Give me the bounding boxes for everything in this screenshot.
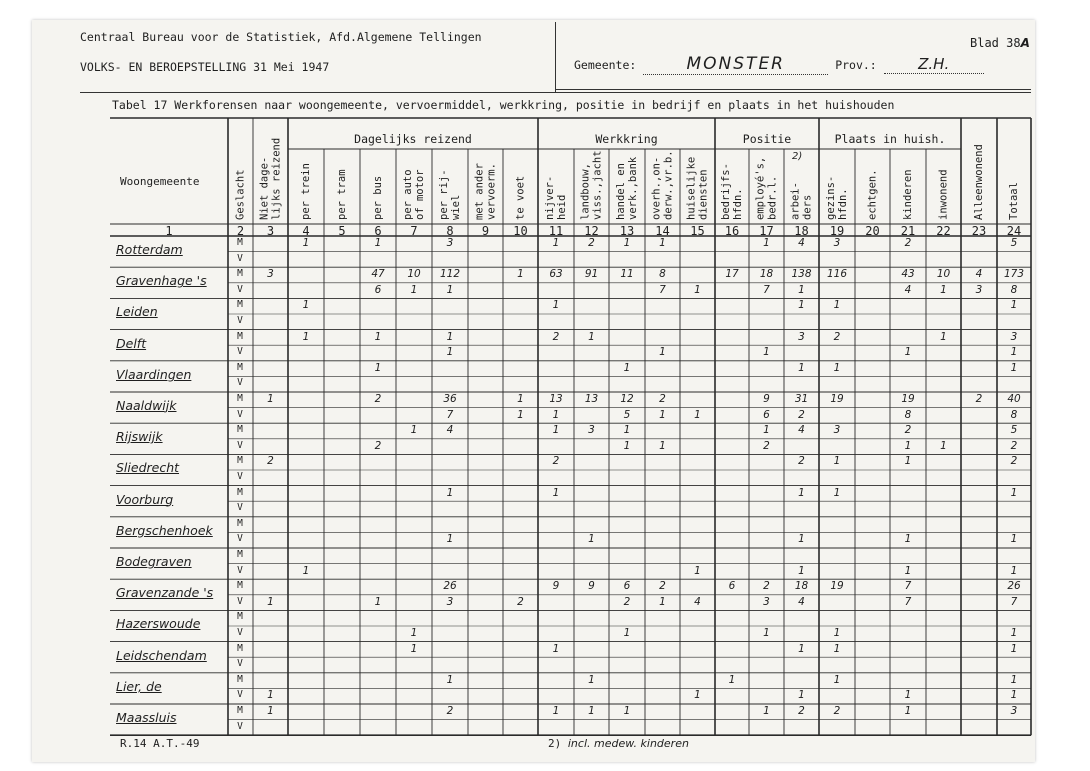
cell-v-col11: 1 (552, 408, 560, 421)
sex-m: M (237, 268, 243, 280)
group-header-3: Plaats in huish. (834, 132, 946, 146)
sex-v: V (237, 377, 243, 389)
cell-m-col7: 1 (410, 642, 418, 655)
cell-m-col24: 26 (1007, 580, 1021, 593)
cell-v-col13: 1 (623, 439, 631, 452)
cell-m-col8: 1 (446, 673, 454, 686)
cell-m-col11: 1 (552, 642, 560, 655)
cell-m-col21: 2 (904, 237, 912, 249)
org-name: Centraal Bureau voor de Statistiek, Afd.Algemene Tellingen (80, 30, 482, 44)
cell-v-col23: 3 (975, 283, 983, 296)
cell-m-col19: 3 (833, 237, 841, 249)
cell-m-col21: 2 (904, 424, 912, 437)
cell-m-col3: 3 (267, 268, 274, 281)
cell-m-col11: 2 (552, 455, 560, 468)
cell-m-col17: 1 (763, 424, 770, 437)
column-header-18: arbei- ders (789, 182, 814, 220)
place-name: Sliedrecht (116, 460, 180, 476)
column-header-15: huiselijke diensten (685, 156, 710, 220)
group-header-2: Positie (742, 132, 792, 146)
column-number-16: 16 (724, 224, 740, 238)
column-number-7: 7 (410, 224, 418, 238)
place-name: Leidschendam (116, 647, 207, 663)
cell-m-col13: 1 (623, 424, 631, 437)
column-header-13: handel en verk.,bank (615, 156, 639, 220)
sex-m: M (237, 299, 243, 311)
cell-v-col18: 1 (798, 689, 805, 702)
sex-v: V (237, 502, 243, 514)
cell-m-col19: 19 (830, 580, 844, 593)
cell-m-col12: 91 (584, 268, 599, 281)
sex-m: M (237, 705, 243, 716)
cell-m-col19: 116 (826, 268, 848, 281)
cell-v-col3: 1 (267, 689, 274, 702)
cell-m-col19: 19 (830, 393, 844, 405)
cell-m-col17: 9 (763, 393, 770, 405)
cell-m-col21: 7 (904, 580, 912, 593)
cell-m-col19: 2 (833, 330, 841, 343)
cell-v-col6: 2 (374, 439, 382, 452)
cell-m-col11: 1 (552, 424, 560, 437)
cell-m-col6: 1 (374, 237, 382, 249)
sex-v: V (237, 720, 243, 732)
cell-v-col18: 4 (798, 595, 805, 608)
sex-v: V (237, 595, 243, 607)
cell-m-col21: 19 (901, 393, 915, 405)
cell-m-col8: 36 (443, 393, 457, 405)
cell-m-col11: 2 (552, 330, 560, 343)
cell-m-col24: 1 (1010, 486, 1018, 499)
cell-v-col24: 8 (1010, 283, 1018, 296)
sex-v: V (237, 346, 243, 358)
table-title: Tabel 17 Werkforensen naar woongemeente, vervoermiddel, werkkring, positie in bedrijf en plaats in het huishouden (112, 98, 895, 112)
column-number-17: 17 (759, 224, 774, 238)
column-number-6: 6 (374, 224, 382, 238)
column-number-23: 23 (971, 224, 987, 238)
cell-m-col21: 1 (904, 705, 912, 717)
cell-m-col11: 1 (552, 486, 560, 499)
cell-v-col17: 3 (763, 595, 770, 608)
cell-v-col21: 4 (904, 283, 912, 296)
cell-m-col12: 3 (588, 424, 595, 437)
cell-v-col6: 1 (374, 595, 382, 608)
column-number-8: 8 (446, 224, 454, 238)
cell-m-col6: 1 (374, 330, 382, 343)
cell-v-col15: 4 (694, 595, 701, 608)
cell-m-col8: 112 (439, 268, 461, 281)
cell-m-col12: 9 (588, 580, 595, 593)
cell-m-col18: 1 (798, 486, 805, 499)
cell-m-col7: 1 (410, 424, 418, 437)
cell-m-col18: 2 (798, 455, 805, 468)
cell-v-col17: 7 (763, 283, 770, 296)
column-number-5: 5 (338, 224, 346, 238)
cell-m-col22: 1 (940, 330, 947, 343)
cell-v-col15: 1 (694, 564, 701, 577)
column-number-2: 2 (236, 224, 245, 238)
sex-m: M (237, 517, 243, 529)
sex-m: M (237, 361, 243, 373)
place-name: Lier, de (116, 678, 162, 694)
cell-m-col12: 1 (588, 673, 595, 686)
place-name: Gravenhage 's (116, 273, 207, 289)
column-number-21: 21 (900, 224, 916, 238)
cell-v-col22: 1 (940, 283, 947, 296)
sex-v: V (237, 408, 243, 420)
cell-m-col19: 1 (833, 299, 841, 312)
cell-v-col24: 1 (1010, 346, 1018, 359)
cell-m-col6: 1 (374, 361, 382, 374)
cell-v-col14: 1 (659, 595, 666, 608)
cell-v-col14: 7 (659, 283, 666, 296)
cell-m-col8: 26 (443, 580, 457, 593)
place-name: Voorburg (116, 491, 174, 507)
cell-m-col24: 5 (1010, 424, 1018, 437)
column-number-11: 11 (548, 224, 564, 238)
cell-m-col23: 4 (975, 268, 983, 281)
cell-m-col18: 1 (798, 642, 805, 655)
column-number-1: 1 (165, 224, 173, 238)
cell-v-col24: 1 (1010, 533, 1018, 546)
cell-v-col15: 1 (694, 689, 701, 702)
cell-v-col21: 8 (904, 408, 912, 421)
cell-m-col17: 1 (763, 705, 770, 717)
cell-m-col12: 1 (588, 705, 595, 717)
cell-m-col14: 8 (659, 268, 666, 281)
cell-m-col18: 1 (798, 299, 805, 312)
column-number-18: 18 (794, 224, 809, 238)
cell-v-col15: 1 (694, 408, 701, 421)
cell-m-col8: 4 (446, 424, 454, 437)
column-number-10: 10 (513, 224, 528, 238)
cell-v-col6: 6 (374, 283, 382, 296)
column-number-14: 14 (655, 224, 670, 238)
cell-m-col19: 1 (833, 673, 841, 686)
sex-m: M (237, 486, 243, 498)
cell-m-col18: 4 (798, 237, 805, 249)
cell-v-col21: 1 (904, 564, 912, 577)
cell-m-col22: 10 (936, 268, 951, 281)
sex-v: V (237, 283, 243, 295)
column-header-14: overh.,on- derw.,vr.b. (650, 150, 675, 220)
cell-m-col13: 1 (623, 361, 631, 374)
cell-m-col19: 2 (833, 705, 841, 717)
cell-m-col21: 43 (901, 268, 915, 281)
cell-m-col14: 2 (659, 393, 666, 405)
gemeente-value: MONSTER (643, 54, 828, 75)
cell-v-col13: 5 (623, 408, 631, 421)
sex-m: M (237, 673, 243, 685)
cell-v-col10: 1 (517, 408, 524, 421)
place-name: Delft (116, 335, 147, 351)
column-header-10: te voet (514, 175, 527, 220)
cell-m-col21: 1 (904, 455, 912, 468)
column-header-6: per bus (372, 175, 384, 220)
column-number-9: 9 (481, 224, 490, 238)
column-header-4: per trein (300, 163, 312, 220)
cell-v-col13: 2 (623, 595, 631, 608)
column-number-22: 22 (936, 224, 951, 238)
cell-m-col14: 1 (659, 237, 666, 249)
cell-v-col3: 1 (267, 595, 274, 608)
column-number-4: 4 (302, 224, 310, 238)
cell-m-col24: 1 (1010, 361, 1018, 374)
cell-v-col10: 2 (517, 595, 524, 608)
cell-v-col14: 1 (659, 346, 666, 359)
sex-v: V (237, 658, 243, 670)
cell-m-col24: 3 (1010, 330, 1018, 343)
cell-m-col24: 3 (1010, 705, 1018, 717)
cell-m-col11: 9 (552, 580, 560, 593)
cell-v-col24: 1 (1010, 689, 1018, 702)
cell-v-col18: 1 (798, 564, 805, 577)
group-header-0: Dagelijks reizend (354, 132, 472, 146)
cell-v-col22: 1 (940, 439, 947, 452)
cell-m-col24: 1 (1010, 299, 1018, 312)
place-name: Bergschenhoek (116, 522, 213, 538)
cell-v-col24: 2 (1010, 439, 1018, 452)
cell-m-col24: 1 (1010, 673, 1018, 686)
sex-v: V (237, 315, 243, 326)
cell-m-col24: 40 (1007, 393, 1021, 405)
cell-v-col13: 1 (623, 627, 631, 639)
cell-m-col19: 1 (833, 486, 841, 499)
sex-m: M (237, 580, 243, 592)
column-number-19: 19 (829, 224, 845, 238)
sex-m: M (237, 393, 243, 404)
place-name: Vlaardingen (116, 366, 192, 382)
column-number-12: 12 (584, 224, 599, 238)
cell-m-col8: 1 (446, 330, 454, 343)
column-header-3: Niet dage- lijks reizend (258, 137, 283, 220)
cell-v-col7: 1 (410, 283, 418, 296)
cell-v-col7: 1 (410, 627, 418, 639)
cell-v-col8: 3 (446, 595, 454, 608)
cell-m-col19: 1 (833, 455, 841, 468)
cell-m-col24: 5 (1010, 237, 1018, 249)
cell-v-col21: 1 (904, 346, 912, 359)
place-name: Rotterdam (116, 242, 183, 257)
cell-m-col18: 31 (794, 393, 809, 405)
column-header-22: inwonend (937, 169, 950, 220)
sex-m: M (237, 424, 243, 436)
sex-v: V (237, 627, 243, 638)
cell-m-col18: 18 (794, 580, 809, 593)
cell-v-col24: 7 (1010, 595, 1018, 608)
sex-m: M (237, 611, 243, 623)
cell-m-col10: 1 (517, 268, 524, 281)
cell-v-col18: 1 (798, 533, 805, 546)
cell-m-col19: 3 (833, 424, 841, 437)
cell-m-col16: 6 (728, 580, 736, 593)
cell-v-col19: 1 (833, 627, 841, 639)
place-name: Naaldwijk (116, 398, 177, 413)
cell-m-col12: 1 (588, 330, 595, 343)
cell-m-col18: 2 (798, 705, 805, 717)
cell-m-col10: 1 (517, 393, 524, 405)
gemeente-line: Gemeente: MONSTER Prov.: Z.H. (574, 54, 984, 75)
footnote: 2) incl. medew. kinderen (548, 737, 689, 750)
cell-m-col17: 2 (763, 580, 770, 593)
cell-v-col8: 1 (446, 533, 454, 546)
cell-v-col14: 1 (659, 439, 666, 452)
cell-v-col8: 1 (446, 283, 454, 296)
column-number-24: 24 (1006, 224, 1022, 238)
cell-m-col8: 1 (446, 486, 454, 499)
cell-m-col13: 6 (623, 580, 631, 593)
sex-m: M (237, 549, 243, 560)
cell-m-col13: 1 (623, 705, 631, 717)
cell-m-col24: 1 (1010, 642, 1018, 655)
census-title: VOLKS- EN BEROEPSTELLING 31 Mei 1947 (80, 60, 330, 74)
column-header-17: employé's, bedr.l. (754, 156, 779, 220)
sex-v: V (237, 689, 243, 701)
cell-m-col11: 1 (552, 705, 560, 717)
place-name: Maassluis (116, 710, 177, 725)
sex-v: V (237, 533, 243, 545)
cell-v-col24: 1 (1010, 627, 1018, 639)
column-header-2: Geslacht (234, 169, 247, 220)
sex-v: V (237, 252, 243, 264)
column-header-8: per rij- wiel (438, 169, 462, 220)
cell-m-col18: 1 (798, 361, 805, 374)
cell-m-col24: 173 (1003, 268, 1025, 281)
cell-v-col24: 1 (1010, 564, 1018, 577)
cell-v-col8: 1 (446, 346, 454, 359)
cell-m-col13: 11 (620, 268, 634, 281)
cell-v-col8: 7 (446, 408, 454, 421)
cell-m-col17: 18 (759, 268, 774, 281)
sex-m: M (237, 330, 243, 342)
cell-m-col17: 1 (763, 237, 770, 249)
place-name: Leiden (116, 304, 158, 320)
column-number-13: 13 (619, 224, 635, 238)
cell-v-col18: 1 (798, 283, 805, 296)
cell-v-col21: 1 (904, 533, 912, 546)
column-header-21: kinderen (902, 169, 914, 220)
cell-v-col21: 1 (904, 439, 912, 452)
sex-v: V (237, 439, 243, 451)
sex-m: M (237, 237, 243, 248)
cell-m-col11: 1 (552, 237, 560, 249)
column-header-23: Alleenwonend (973, 144, 985, 220)
cell-v-col15: 1 (694, 283, 701, 296)
sex-m: M (237, 455, 243, 467)
cell-v-col21: 1 (904, 689, 912, 702)
group-header-1: Werkkring (595, 132, 658, 146)
cell-m-col13: 12 (620, 393, 634, 405)
sex-v: V (237, 471, 243, 482)
cell-m-col3: 1 (267, 393, 274, 405)
cell-m-col4: 1 (302, 330, 310, 343)
cell-v-col17: 6 (763, 408, 770, 421)
column-header-11: nijver- heid (544, 175, 568, 220)
column-header-9: met ander vervoerm. (473, 163, 498, 220)
place-name: Rijswijk (116, 429, 163, 445)
place-name: Gravenzande 's (116, 585, 214, 601)
column-number-3: 3 (266, 224, 275, 238)
column-header-24: Totaal (1008, 182, 1020, 220)
cell-m-col12: 2 (588, 237, 595, 249)
column-number-15: 15 (690, 224, 705, 238)
column-header-16: bedrijfs- hfdn. (720, 163, 744, 220)
form-code: R.14 A.T.-49 (120, 737, 200, 750)
cell-m-col8: 2 (446, 705, 454, 717)
cell-m-col16: 17 (725, 268, 739, 281)
cell-v-col14: 1 (659, 408, 666, 421)
sheet-number: Blad 38A (970, 36, 1030, 50)
cell-m-col8: 3 (446, 237, 454, 249)
cell-m-col19: 1 (833, 361, 841, 374)
cell-m-col18: 3 (798, 330, 805, 343)
column-header-7: per auto of motor (402, 169, 426, 220)
cell-v-col17: 1 (763, 346, 770, 359)
place-name: Hazerswoude (116, 616, 201, 632)
cell-m-col18: 138 (791, 268, 812, 281)
cell-m-col11: 63 (549, 268, 563, 281)
cell-m-col12: 13 (584, 393, 599, 405)
cell-m-col4: 1 (302, 237, 310, 249)
column-header-12: landbouw, viss.,jacht (579, 150, 604, 220)
cell-m-col4: 1 (302, 299, 310, 312)
cell-m-col14: 2 (659, 580, 666, 593)
cell-m-col11: 1 (552, 299, 560, 312)
woongemeente-header: Woongemeente (120, 175, 200, 188)
province-value: Z.H. (884, 55, 984, 74)
cell-m-col23: 2 (975, 393, 983, 405)
cell-v-col17: 1 (763, 627, 770, 639)
cell-v-col4: 1 (302, 564, 310, 577)
cell-v-col24: 8 (1010, 408, 1018, 421)
cell-m-col3: 2 (267, 455, 274, 468)
cell-m-col24: 2 (1010, 455, 1018, 468)
cell-v-col12: 1 (588, 533, 595, 546)
column-header-19: gezins- hfdn. (825, 175, 849, 220)
cell-m-col19: 1 (833, 642, 841, 655)
cell-m-col18: 4 (798, 424, 805, 437)
cell-m-col3: 1 (267, 705, 274, 717)
cell-m-col13: 1 (623, 237, 631, 249)
cell-v-col21: 7 (904, 595, 912, 608)
footnote-marker-col18: 2) (792, 151, 803, 162)
cell-v-col18: 2 (798, 408, 805, 421)
cell-m-col6: 47 (371, 268, 385, 281)
column-header-20: echtgen. (866, 169, 879, 220)
sex-v: V (237, 564, 243, 576)
place-name: Bodegraven (116, 554, 192, 569)
column-header-5: per tram (336, 169, 348, 220)
cell-v-col17: 2 (763, 439, 770, 452)
cell-m-col6: 2 (374, 393, 382, 405)
cell-m-col11: 13 (549, 393, 563, 405)
sex-m: M (237, 642, 243, 654)
cell-m-col7: 10 (407, 268, 421, 281)
column-number-20: 20 (865, 224, 880, 238)
cell-m-col16: 1 (728, 673, 736, 686)
